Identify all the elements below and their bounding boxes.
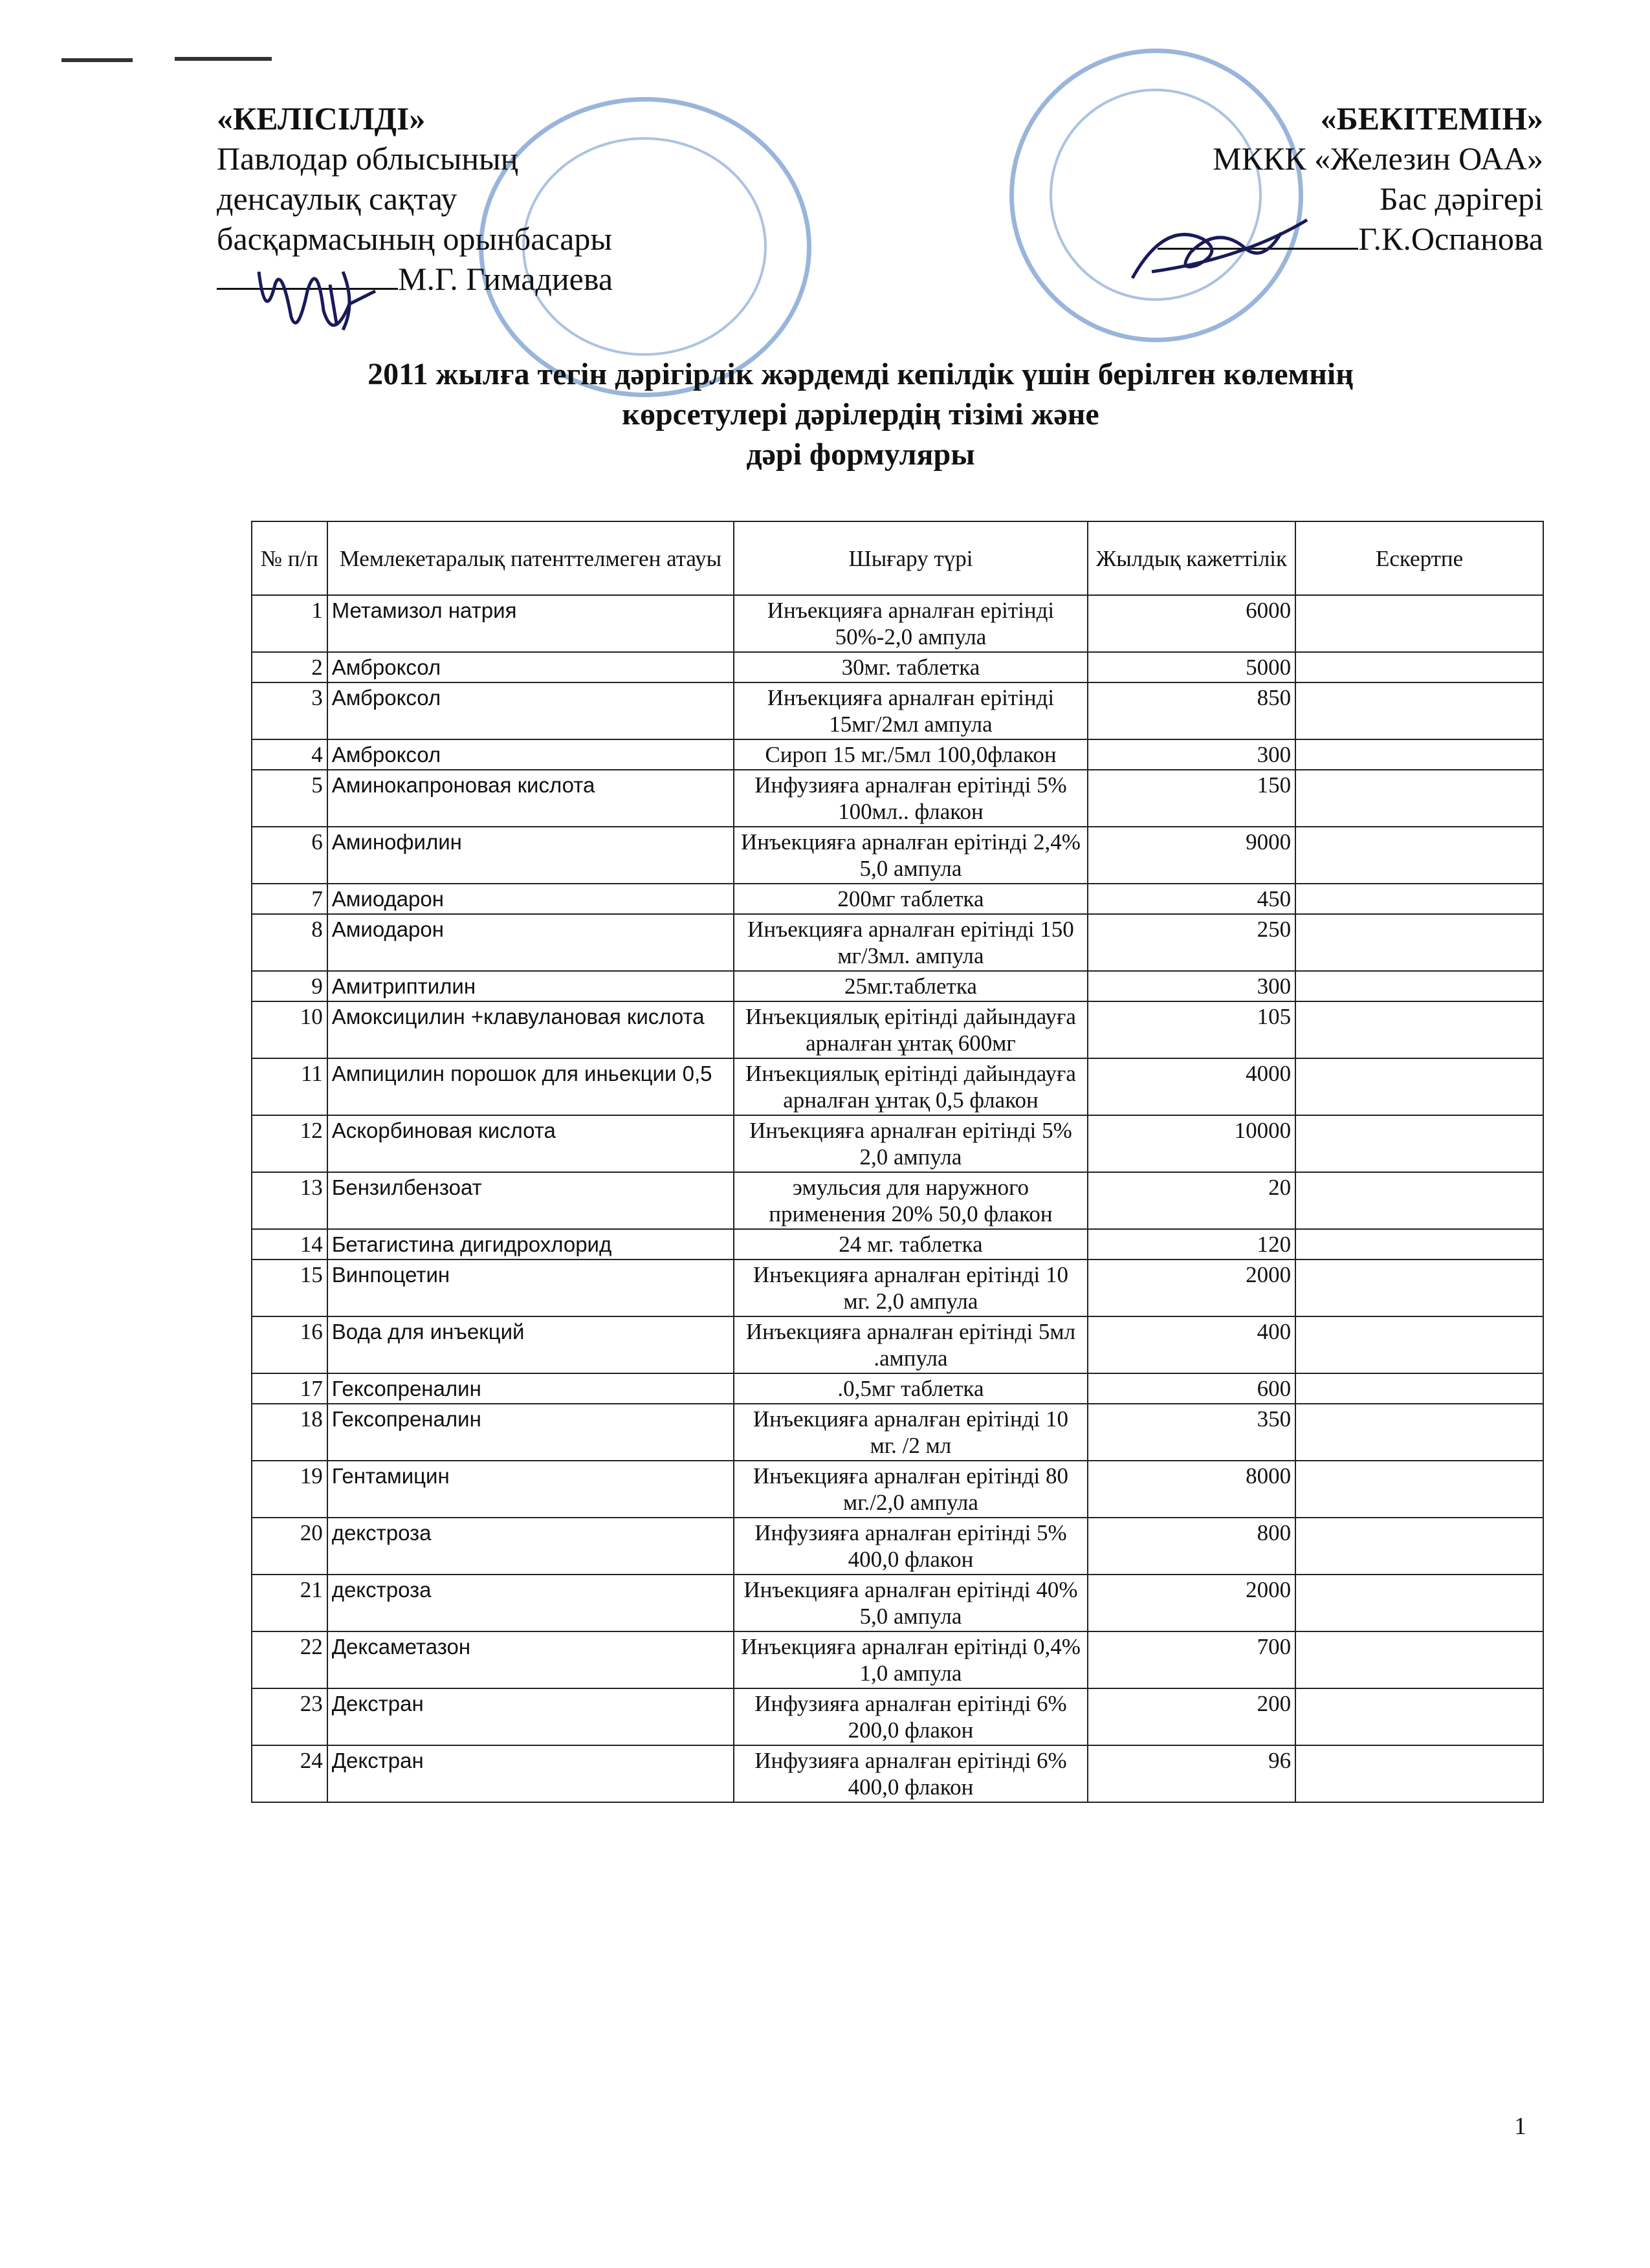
annual-need: 4000 — [1088, 1058, 1295, 1115]
row-note — [1295, 1688, 1543, 1745]
release-form: .0,5мг таблетка — [734, 1373, 1088, 1404]
drug-name: Амброксол — [327, 652, 734, 682]
annual-need: 700 — [1088, 1631, 1295, 1688]
release-form: 30мг. таблетка — [734, 652, 1088, 682]
table-row — [252, 1001, 1543, 1058]
signature-right — [1113, 194, 1320, 298]
annual-need: 300 — [1088, 971, 1295, 1001]
annual-need: 120 — [1088, 1229, 1295, 1259]
header-name: Мемлекетаралық патенттелмеген атауы — [327, 521, 734, 595]
drug-name: декстроза — [327, 1518, 734, 1575]
annual-need: 300 — [1088, 739, 1295, 770]
row-number: 4 — [252, 739, 327, 770]
table-row — [252, 827, 1543, 884]
table-row — [252, 1229, 1543, 1259]
table-header-row — [252, 521, 1543, 595]
scan-artifact-right — [175, 57, 272, 61]
release-form: Инъекцияға арналған ерітінді 2,4% 5,0 ампула — [734, 827, 1088, 884]
release-form: Инъекцияға арналған ерітінді 5мл .ампула — [734, 1316, 1088, 1373]
drug-name: Вода для инъекций — [327, 1316, 734, 1373]
release-form: Сироп 15 мг./5мл 100,0флакон — [734, 739, 1088, 770]
drug-name: Бензилбензоат — [327, 1172, 734, 1229]
drug-name: Амброксол — [327, 682, 734, 739]
release-form: Инфузияға арналған ерітінді 6% 200,0 флакон — [734, 1688, 1088, 1745]
annual-need: 2000 — [1088, 1575, 1295, 1631]
row-number: 15 — [252, 1259, 327, 1316]
row-note — [1295, 595, 1543, 652]
row-number: 20 — [252, 1518, 327, 1575]
row-note — [1295, 1575, 1543, 1631]
release-form: Инфузияға арналған ерітінді 6% 400,0 флакон — [734, 1745, 1088, 1802]
header-num: № п/п — [252, 521, 327, 595]
drug-name: Ампицилин порошок для иньекции 0,5 — [327, 1058, 734, 1115]
header-note: Ескертпе — [1295, 521, 1543, 595]
table-row — [252, 1575, 1543, 1631]
drug-name: Винпоцетин — [327, 1259, 734, 1316]
release-form: Инъекцияға арналған ерітінді 80 мг./2,0 ампула — [734, 1461, 1088, 1518]
release-form: Инъекцияға арналған ерітінді 0,4% 1,0 ампула — [734, 1631, 1088, 1688]
table-row — [252, 1461, 1543, 1518]
row-note — [1295, 1518, 1543, 1575]
row-note — [1295, 739, 1543, 770]
annual-need: 200 — [1088, 1688, 1295, 1745]
table-row — [252, 1115, 1543, 1172]
drug-name: Аскорбиновая кислота — [327, 1115, 734, 1172]
approval-right-line1: МККК «Железин ОАА» — [1213, 140, 1543, 177]
release-form: Инъекцияға арналған ерітінді 5% 2,0 ампула — [734, 1115, 1088, 1172]
row-number: 8 — [252, 914, 327, 971]
row-number: 9 — [252, 971, 327, 1001]
annual-need: 400 — [1088, 1316, 1295, 1373]
row-note — [1295, 1745, 1543, 1802]
row-number: 22 — [252, 1631, 327, 1688]
annual-need: 105 — [1088, 1001, 1295, 1058]
row-note — [1295, 1229, 1543, 1259]
table-row — [252, 1688, 1543, 1745]
release-form: Инъекцияға арналған ерітінді 150 мг/3мл. ампула — [734, 914, 1088, 971]
drug-name: Декстран — [327, 1745, 734, 1802]
release-form: 24 мг. таблетка — [734, 1229, 1088, 1259]
table-row — [252, 770, 1543, 827]
release-form: Инъекцияға арналған ерітінді 40% 5,0 ампула — [734, 1575, 1088, 1631]
annual-need: 600 — [1088, 1373, 1295, 1404]
row-note — [1295, 1259, 1543, 1316]
row-note — [1295, 1373, 1543, 1404]
annual-need: 8000 — [1088, 1461, 1295, 1518]
drug-name: декстроза — [327, 1575, 734, 1631]
approval-right-heading: «БЕКІТЕМІН» — [1320, 100, 1543, 136]
header-qty: Жылдық кажеттілік — [1088, 521, 1295, 595]
table-row — [252, 1373, 1543, 1404]
table-row — [252, 739, 1543, 770]
row-note — [1295, 884, 1543, 914]
annual-need: 10000 — [1088, 1115, 1295, 1172]
approval-left-heading: «КЕЛІСІЛДІ» — [217, 100, 426, 136]
row-note — [1295, 1461, 1543, 1518]
scan-artifact-left — [61, 58, 133, 62]
row-number: 6 — [252, 827, 327, 884]
annual-need: 2000 — [1088, 1259, 1295, 1316]
row-number: 10 — [252, 1001, 327, 1058]
release-form: Инъекциялық ерітінді дайындауға арналған ұнтақ 0,5 флакон — [734, 1058, 1088, 1115]
row-note — [1295, 971, 1543, 1001]
row-number: 24 — [252, 1745, 327, 1802]
release-form: Инъекцияға арналған ерітінді 15мг/2мл ампула — [734, 682, 1088, 739]
drug-name: Аминофилин — [327, 827, 734, 884]
row-number: 1 — [252, 595, 327, 652]
release-form: 200мг таблетка — [734, 884, 1088, 914]
drug-name: Гексопреналин — [327, 1404, 734, 1461]
table-row — [252, 652, 1543, 682]
approval-left-signer: М.Г. Гимадиева — [398, 261, 613, 297]
row-number: 5 — [252, 770, 327, 827]
approval-right-signer: Г.К.Оспанова — [1358, 221, 1543, 257]
approval-right-line2: Бас дәрігері — [1379, 180, 1543, 217]
approval-left-line1: Павлодар облысының — [217, 140, 518, 177]
row-number: 21 — [252, 1575, 327, 1631]
annual-need: 800 — [1088, 1518, 1295, 1575]
table-row — [252, 1259, 1543, 1316]
annual-need: 250 — [1088, 914, 1295, 971]
row-note — [1295, 1316, 1543, 1373]
drug-name: Амиодарон — [327, 884, 734, 914]
release-form: 25мг.таблетка — [734, 971, 1088, 1001]
table-row — [252, 971, 1543, 1001]
drug-name: Гексопреналин — [327, 1373, 734, 1404]
annual-need: 5000 — [1088, 652, 1295, 682]
annual-need: 450 — [1088, 884, 1295, 914]
row-number: 14 — [252, 1229, 327, 1259]
table-row — [252, 1745, 1543, 1802]
annual-need: 96 — [1088, 1745, 1295, 1802]
row-note — [1295, 914, 1543, 971]
row-note — [1295, 1404, 1543, 1461]
row-number: 3 — [252, 682, 327, 739]
row-number: 18 — [252, 1404, 327, 1461]
row-note — [1295, 652, 1543, 682]
row-note — [1295, 1631, 1543, 1688]
drug-name: Бетагистина дигидрохлорид — [327, 1229, 734, 1259]
medicines-table — [251, 521, 1544, 1803]
row-number: 23 — [252, 1688, 327, 1745]
row-number: 11 — [252, 1058, 327, 1115]
page-number: 1 — [1514, 2113, 1526, 2140]
row-note — [1295, 1058, 1543, 1115]
drug-name: Амоксицилин +клавулановая кислота — [327, 1001, 734, 1058]
title-line-3: дәрі формуляры — [746, 437, 975, 472]
row-number: 19 — [252, 1461, 327, 1518]
drug-name: Амитриптилин — [327, 971, 734, 1001]
row-note — [1295, 770, 1543, 827]
annual-need: 150 — [1088, 770, 1295, 827]
drug-name: Декстран — [327, 1688, 734, 1745]
release-form: Инфузияға арналған ерітінді 5% 400,0 флакон — [734, 1518, 1088, 1575]
row-note — [1295, 1172, 1543, 1229]
annual-need: 850 — [1088, 682, 1295, 739]
release-form: эмульсия для наружного применения 20% 50,0 флакон — [734, 1172, 1088, 1229]
drug-name: Метамизол натрия — [327, 595, 734, 652]
table-row — [252, 682, 1543, 739]
signature-left — [246, 246, 414, 349]
approval-left-line2: денсаулық сақтау — [217, 180, 457, 217]
row-number: 12 — [252, 1115, 327, 1172]
row-note — [1295, 827, 1543, 884]
annual-need: 6000 — [1088, 595, 1295, 652]
drug-name: Амиодарон — [327, 914, 734, 971]
release-form: Инъекциялық ерітінді дайындауға арналған ұнтақ 600мг — [734, 1001, 1088, 1058]
drug-name: Гентамицин — [327, 1461, 734, 1518]
row-note — [1295, 1115, 1543, 1172]
table-body — [252, 595, 1543, 1802]
table-row — [252, 1631, 1543, 1688]
row-number: 7 — [252, 884, 327, 914]
table-row — [252, 1058, 1543, 1115]
annual-need: 9000 — [1088, 827, 1295, 884]
release-form: Инъекцияға арналған ерітінді 10 мг. 2,0 ампула — [734, 1259, 1088, 1316]
release-form: Инъекцияға арналған ерітінді 10 мг. /2 мл — [734, 1404, 1088, 1461]
approval-left-line3: басқармасының орынбасары — [217, 221, 613, 257]
table-row — [252, 1172, 1543, 1229]
annual-need: 350 — [1088, 1404, 1295, 1461]
release-form: Инфузияға арналған ерітінді 5% 100мл.. флакон — [734, 770, 1088, 827]
row-note — [1295, 1001, 1543, 1058]
table-row — [252, 914, 1543, 971]
table-row — [252, 595, 1543, 652]
table-row — [252, 884, 1543, 914]
drug-name: Аминокапроновая кислота — [327, 770, 734, 827]
drug-name: Дексаметазон — [327, 1631, 734, 1688]
row-number: 16 — [252, 1316, 327, 1373]
drug-name: Амброксол — [327, 739, 734, 770]
document-title — [246, 354, 1475, 475]
row-note — [1295, 682, 1543, 739]
title-line-2: көрсетулері дәрілердің тізімі және — [622, 397, 1099, 431]
table-row — [252, 1316, 1543, 1373]
row-number: 13 — [252, 1172, 327, 1229]
release-form: Инъекцияға арналған ерітінді 50%-2,0 ампула — [734, 595, 1088, 652]
table-row — [252, 1404, 1543, 1461]
row-number: 17 — [252, 1373, 327, 1404]
row-number: 2 — [252, 652, 327, 682]
header-form: Шығару түрі — [734, 521, 1088, 595]
title-line-1: 2011 жылға тегін дәрігірлік жәрдемді кепілдік үшін берілген көлемнің — [368, 357, 1354, 391]
annual-need: 20 — [1088, 1172, 1295, 1229]
table-row — [252, 1518, 1543, 1575]
